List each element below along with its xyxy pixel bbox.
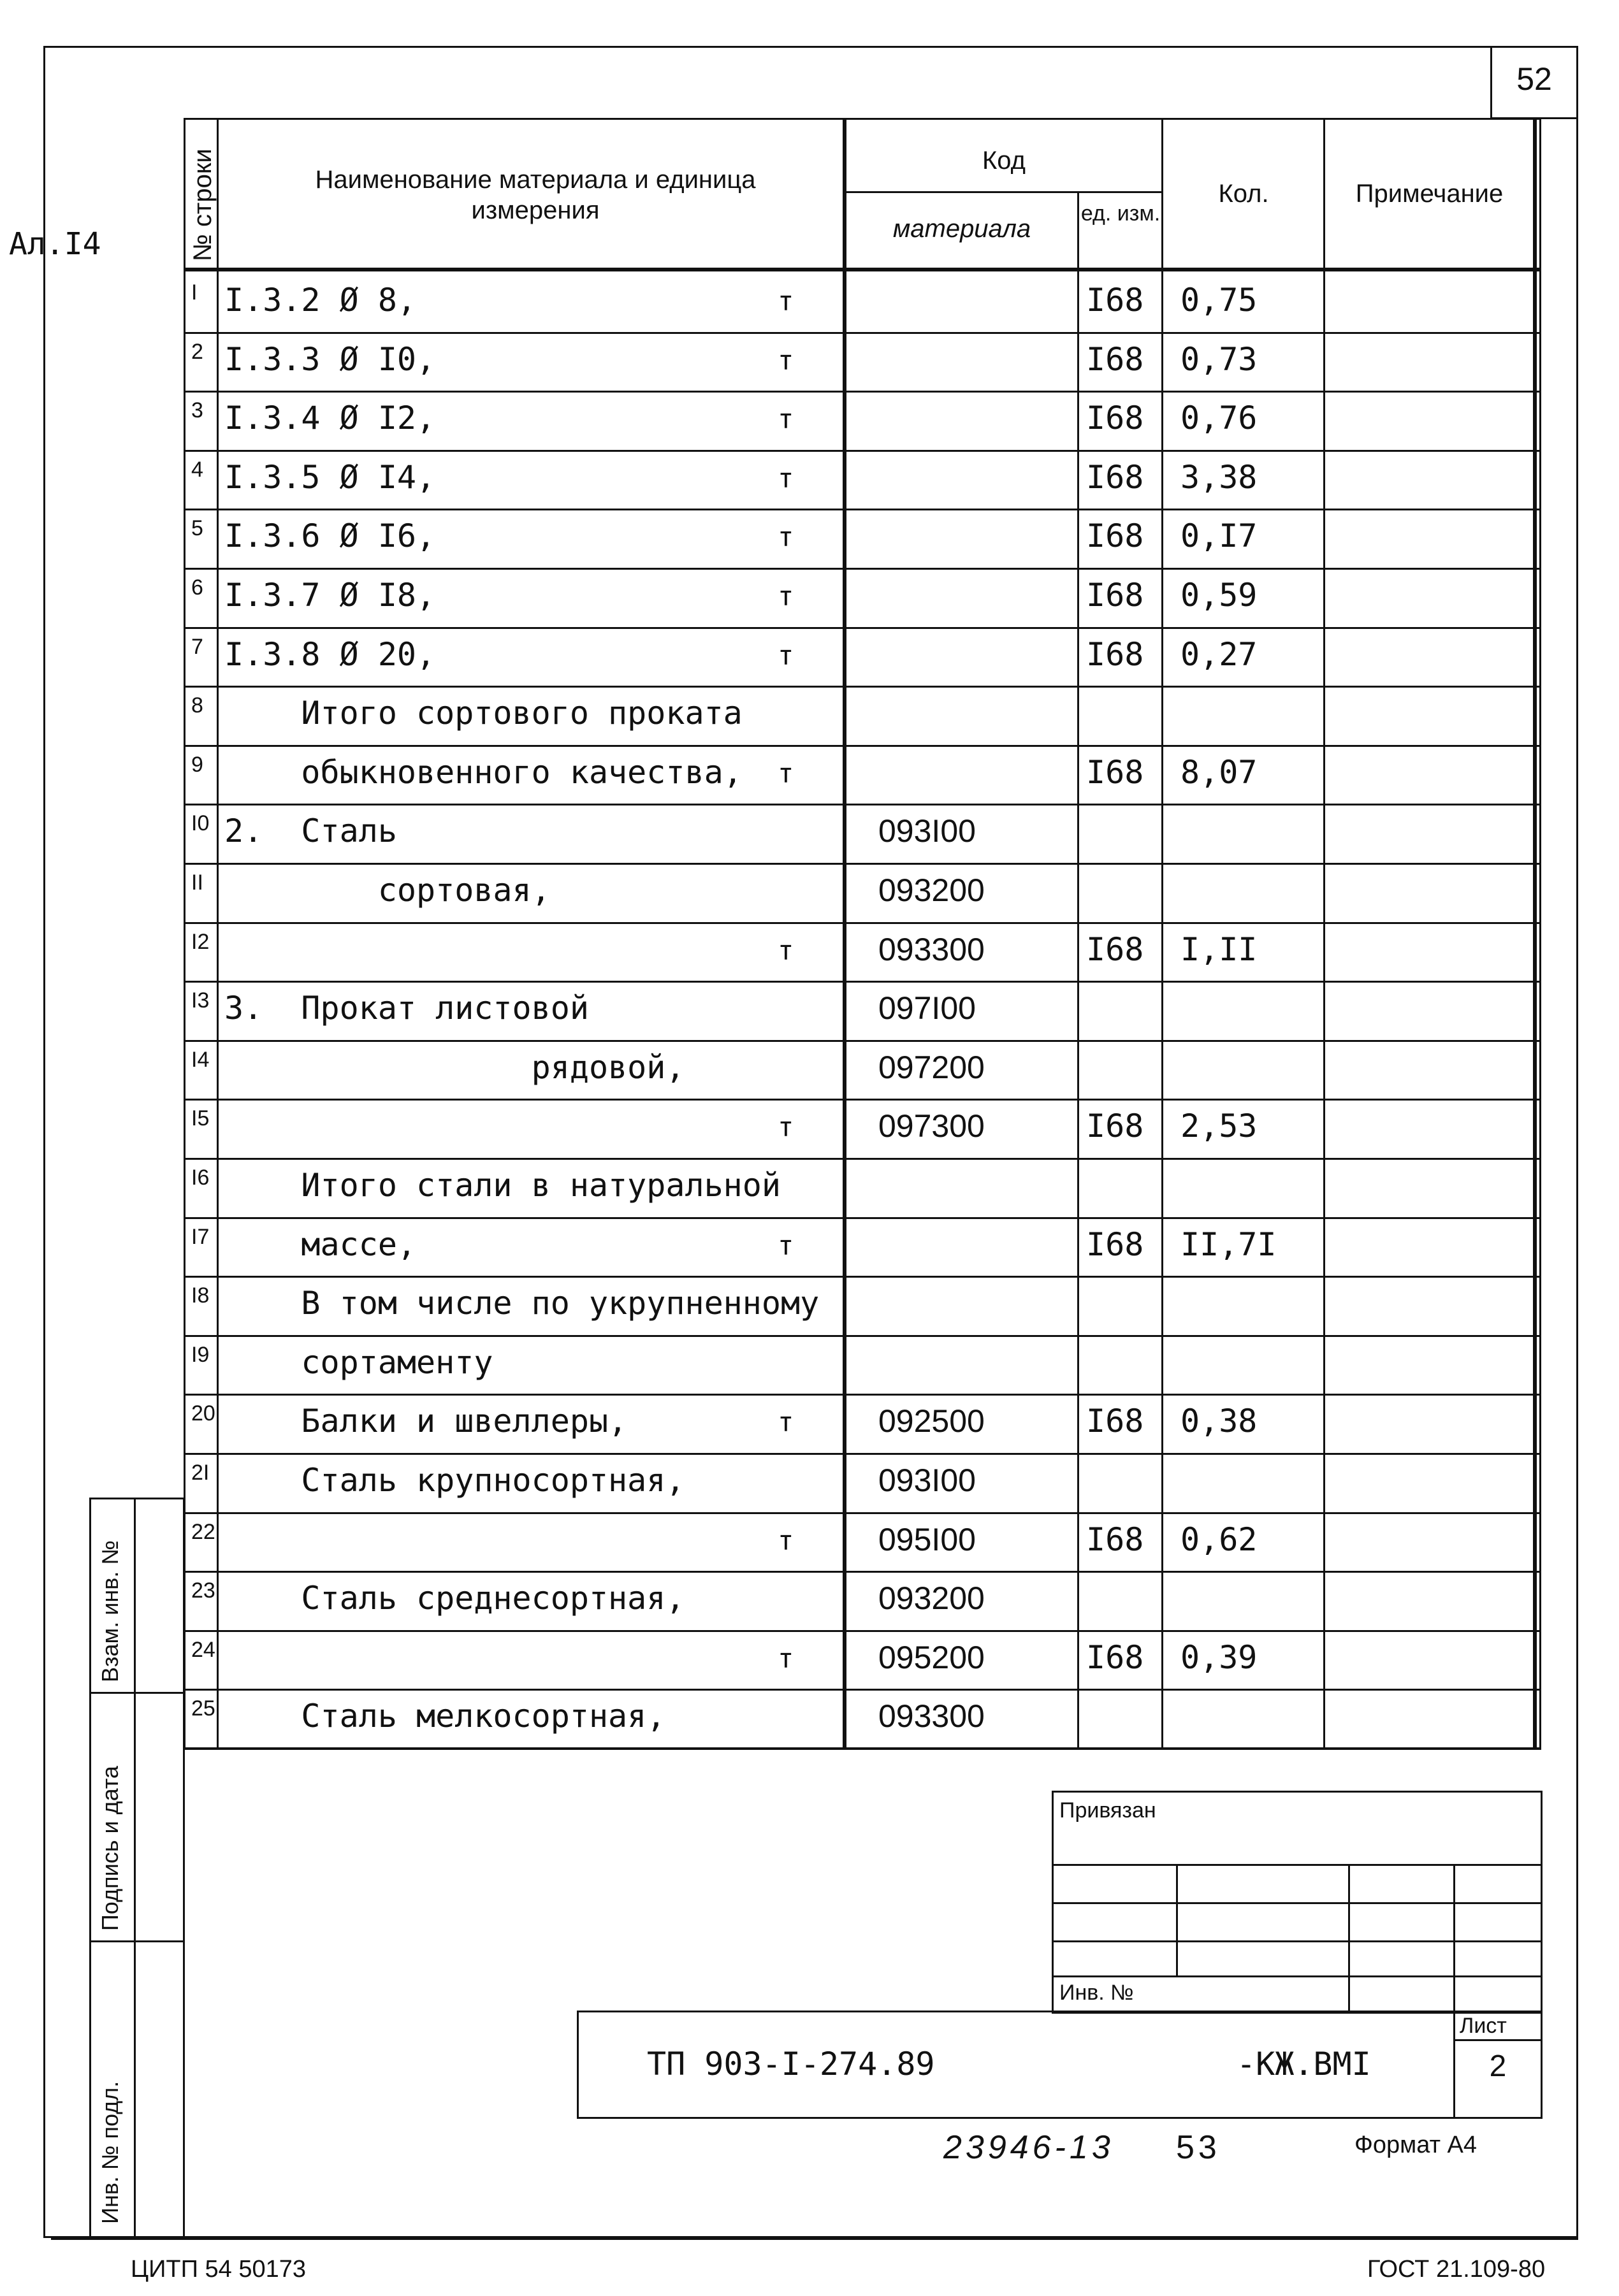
left-label: Ал.I4 — [9, 226, 101, 262]
row-divider — [184, 981, 1541, 983]
row-divider — [184, 1689, 1541, 1691]
row-unit: т — [778, 757, 794, 789]
stamp-col-1 — [1176, 1864, 1178, 1975]
row-unit: т — [778, 403, 794, 435]
sheet-number: 52 — [1516, 61, 1552, 97]
col-line-2 — [843, 118, 846, 1749]
code-sub-rule — [845, 191, 1163, 193]
row-qty: 0,39 — [1180, 1638, 1258, 1676]
row-unit: т — [778, 1111, 794, 1143]
row-unit-code: I68 — [1086, 1520, 1144, 1558]
stamp-list-rule — [1453, 2039, 1543, 2041]
row-qty: 8,07 — [1180, 753, 1258, 791]
row-divider — [184, 1630, 1541, 1632]
row-unit-code: I68 — [1086, 930, 1144, 968]
row-name: Сталь среднесортная, — [224, 1580, 685, 1617]
stamp-list-label: Лист — [1460, 2014, 1507, 2038]
row-number: I6 — [191, 1166, 210, 1190]
side-strip-rule-1 — [89, 1692, 185, 1694]
row-name: обыкновенного качества, — [224, 753, 743, 791]
row-name: 2. Сталь — [224, 812, 397, 850]
stamp-rule-2 — [1052, 1902, 1543, 1904]
row-divider — [184, 922, 1541, 924]
header-code: Код — [982, 147, 1026, 175]
header-unit-code: ед. изм. — [1080, 201, 1161, 226]
row-qty: I,II — [1180, 930, 1258, 968]
row-unit-code: I68 — [1086, 1108, 1144, 1145]
row-divider — [184, 745, 1541, 747]
row-name: I.3.5 Ø I4, — [224, 458, 436, 496]
row-qty: 0,27 — [1180, 635, 1258, 673]
row-qty: 3,38 — [1180, 458, 1258, 496]
row-number: 2I — [191, 1461, 210, 1485]
row-number: 7 — [191, 634, 203, 659]
row-unit-code: I68 — [1086, 1403, 1144, 1440]
row-qty: 0,75 — [1180, 282, 1258, 319]
row-unit-code: I68 — [1086, 400, 1144, 437]
row-number: 22 — [191, 1519, 215, 1544]
row-name: Сталь мелкосортная, — [224, 1698, 666, 1735]
row-unit-code: I68 — [1086, 282, 1144, 319]
stamp-list-value: 2 — [1489, 2049, 1507, 2083]
row-material-code: 097200 — [878, 1049, 985, 1085]
row-qty: 2,53 — [1180, 1108, 1258, 1145]
row-divider — [184, 1217, 1541, 1219]
row-name: Сталь крупносортная, — [224, 1462, 685, 1499]
row-name: 3. Прокат листовой — [224, 990, 589, 1027]
row-unit-code: I68 — [1086, 458, 1144, 496]
row-material-code: 092500 — [878, 1403, 985, 1440]
row-number: 8 — [191, 693, 203, 718]
row-qty: 0,38 — [1180, 1403, 1258, 1440]
row-name: I.3.8 Ø 20, — [224, 635, 436, 673]
row-number: I0 — [191, 811, 210, 836]
row-material-code: 095I00 — [878, 1521, 976, 1557]
row-divider — [184, 686, 1541, 688]
row-divider — [184, 863, 1541, 865]
stamp-rule-4 — [1052, 1975, 1543, 1977]
row-qty: 0,62 — [1180, 1520, 1258, 1558]
row-number: 5 — [191, 516, 203, 541]
row-name: I.3.4 Ø I2, — [224, 400, 436, 437]
row-number: I3 — [191, 988, 210, 1013]
stamp-designation: ТП 903-I-274.89 — [647, 2046, 935, 2083]
row-unit-code: I68 — [1086, 577, 1144, 614]
row-name: Итого стали в натуральной — [224, 1167, 781, 1204]
row-unit-code: I68 — [1086, 517, 1144, 555]
row-name: сортаменту — [224, 1343, 493, 1381]
row-material-code: 093I00 — [878, 813, 976, 849]
header-qty: Кол. — [1218, 180, 1269, 208]
row-divider — [184, 1512, 1541, 1514]
row-name: Балки и швеллеры, — [224, 1403, 628, 1440]
row-divider — [184, 1276, 1541, 1278]
row-number: I5 — [191, 1106, 210, 1131]
row-unit: т — [778, 1642, 794, 1674]
row-unit: т — [778, 581, 794, 612]
col-line-3 — [1077, 191, 1079, 1749]
row-divider — [184, 1453, 1541, 1455]
row-material-code: 097300 — [878, 1108, 985, 1144]
row-number: 4 — [191, 457, 203, 482]
row-material-code: 095200 — [878, 1639, 985, 1675]
row-number: I7 — [191, 1224, 210, 1249]
row-number: 9 — [191, 752, 203, 777]
stamp-suffix: -КЖ.ВМI — [1237, 2046, 1371, 2083]
row-name: I.3.3 Ø I0, — [224, 340, 436, 378]
side-strip-divider — [134, 1498, 136, 2238]
stamp-col-2 — [1348, 1864, 1350, 2014]
row-qty: 0,I7 — [1180, 517, 1258, 555]
row-qty: II,7I — [1180, 1225, 1277, 1263]
header-bottom-rule — [184, 268, 1541, 271]
row-name: рядовой, — [224, 1048, 685, 1086]
row-divider — [184, 1571, 1541, 1573]
row-number: I9 — [191, 1342, 210, 1367]
row-material-code: 093300 — [878, 931, 985, 967]
row-number: 3 — [191, 398, 203, 423]
row-number: 20 — [191, 1401, 215, 1426]
row-unit: т — [778, 1524, 794, 1556]
row-unit: т — [778, 344, 794, 376]
footer-right: ГОСТ 21.109-80 — [1367, 2256, 1546, 2283]
row-unit: т — [778, 285, 794, 317]
row-qty: 0,73 — [1180, 340, 1258, 378]
row-unit-code: I68 — [1086, 1638, 1144, 1676]
row-qty: 0,76 — [1180, 400, 1258, 437]
row-divider — [184, 804, 1541, 805]
row-divider — [184, 332, 1541, 334]
row-material-code: 093300 — [878, 1698, 985, 1735]
row-name: I.3.7 Ø I8, — [224, 577, 436, 614]
stamp-rule-1 — [1052, 1864, 1543, 1866]
col-line-4 — [1161, 118, 1163, 1749]
row-divider — [184, 1748, 1541, 1750]
row-divider — [184, 627, 1541, 629]
row-number: 2 — [191, 339, 203, 364]
row-unit-code: I68 — [1086, 340, 1144, 378]
footer-left: ЦИТП 54 50173 — [131, 2256, 306, 2283]
row-material-code: 093200 — [878, 872, 985, 908]
row-name: Итого сортового проката — [224, 695, 743, 732]
row-unit: т — [778, 1229, 794, 1261]
row-number: I8 — [191, 1283, 210, 1308]
handwritten-number: 23946-13 — [943, 2129, 1114, 2166]
row-name: I.3.6 Ø I6, — [224, 517, 436, 555]
header-material: материала — [892, 215, 1031, 243]
row-divider — [184, 1335, 1541, 1337]
row-number: II — [191, 870, 203, 895]
row-divider — [184, 1394, 1541, 1396]
row-qty: 0,59 — [1180, 577, 1258, 614]
row-unit: т — [778, 521, 794, 553]
row-number: 23 — [191, 1578, 215, 1603]
row-unit-code: I68 — [1086, 1225, 1144, 1263]
header-name: Наименование материала и единица измерения — [315, 166, 756, 224]
row-number: 25 — [191, 1696, 215, 1721]
row-unit: т — [778, 462, 794, 494]
row-divider — [184, 568, 1541, 570]
header-row-no: № строки — [189, 148, 217, 261]
format-label: Формат А4 — [1354, 2132, 1477, 2158]
bottom-rule — [51, 2238, 1578, 2240]
row-name: массе, — [224, 1225, 417, 1263]
row-name: В том числе по укрупненному — [224, 1285, 820, 1322]
col-line-5 — [1323, 118, 1325, 1749]
row-name: I.3.2 Ø 8, — [224, 282, 417, 319]
stamp-privyazan-label: Привязан — [1059, 1798, 1156, 1823]
stamp-inv-label: Инв. № — [1059, 1981, 1134, 2005]
side-label-inv-podl: Инв. № подл. — [97, 2081, 123, 2224]
row-material-code: 093I00 — [878, 1462, 976, 1498]
col-line-6 — [1533, 118, 1537, 1749]
page-number: 53 — [1176, 2129, 1221, 2166]
row-unit: т — [778, 639, 794, 671]
stamp-col-3 — [1453, 1864, 1455, 2014]
row-material-code: 097I00 — [878, 990, 976, 1027]
row-unit-code: I68 — [1086, 635, 1144, 673]
row-material-code: 093200 — [878, 1580, 985, 1617]
row-divider — [184, 450, 1541, 452]
side-label-vzam: Взам. инв. № — [97, 1540, 123, 1682]
row-divider — [184, 1099, 1541, 1101]
row-divider — [184, 391, 1541, 393]
side-strip-rule-2 — [89, 1940, 185, 1942]
side-label-podpis: Подпись и дата — [97, 1766, 123, 1931]
row-divider — [184, 509, 1541, 510]
stamp-rule-3 — [1052, 1940, 1543, 1942]
row-number: 24 — [191, 1637, 215, 1662]
row-unit: т — [778, 1406, 794, 1438]
row-number: 6 — [191, 575, 203, 600]
row-divider — [184, 1158, 1541, 1160]
row-number: I2 — [191, 929, 210, 954]
row-number: I — [191, 280, 198, 305]
row-divider — [184, 1040, 1541, 1042]
row-unit-code: I68 — [1086, 753, 1144, 791]
row-number: I4 — [191, 1047, 210, 1072]
header-note: Примечание — [1355, 180, 1504, 208]
row-unit: т — [778, 934, 794, 966]
row-name: сортовая, — [224, 872, 551, 909]
